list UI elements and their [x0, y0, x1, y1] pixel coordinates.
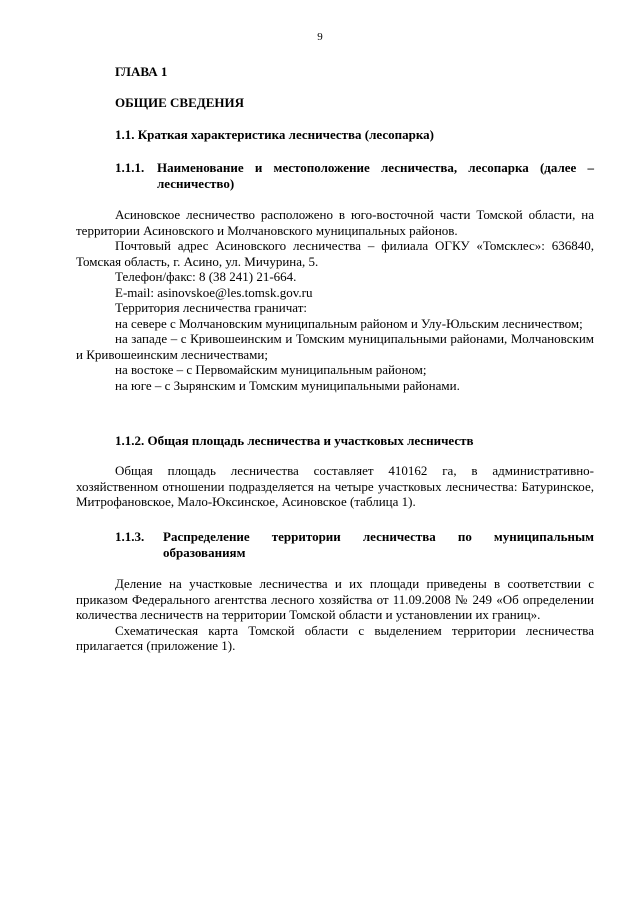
heading-1-1-3-text: Распределение территории лесничества по муниципальным образованиям	[163, 529, 594, 560]
body-block-1	[76, 207, 594, 393]
heading-1-1: 1.1. Краткая характеристика лесничества (лесопарка)	[115, 127, 434, 142]
heading-1-1-3	[115, 529, 594, 560]
border-west: на западе – с Кривошеинским и Томским муниципальными районами, Молчановским и Кривошеинским лесничествами;	[76, 331, 594, 362]
paragraph-map: Схематическая карта Томской области с выделением территории лесничества прилагается (приложение 1).	[76, 622, 594, 653]
paragraph-phone: Телефон/факс: 8 (38 241) 21-664.	[115, 269, 297, 284]
page-number: 9	[317, 31, 323, 43]
heading-1-1-1-text: Наименование и местоположение лесничества, лесопарка (далее – лесничество)	[157, 160, 594, 191]
heading-1-1-3-number: 1.1.3.	[115, 529, 145, 544]
chapter-heading: ГЛАВА 1	[115, 64, 168, 79]
paragraph-order: Деление на участковые лесничества и их площади приведены в соответствии с приказом Федерального агентства лесного хозяйства от 11.09.2008 № 249 «Об определении количества лесничеств на территории Томской области и установлении их границ».	[76, 576, 594, 622]
border-south: на юге – с Зырянским и Томским муниципальными районами.	[115, 377, 460, 393]
body-block-3	[76, 576, 594, 654]
paragraph-area: Общая площадь лесничества составляет 410162 га, в административно-хозяйственном отношении подразделяется на четыре участковых лесничества: Батуринское, Митрофановское, Мало-Юксинское, Асиновское (таблица 1).	[76, 463, 594, 509]
paragraph-location: Асиновское лесничество расположено в юго-восточной части Томской области, на территории Асиновского и Молчановского муниципальных районов.	[76, 207, 594, 238]
paragraph-borders-intro: Территория лесничества граничат:	[115, 300, 307, 315]
section-title: ОБЩИЕ СВЕДЕНИЯ	[115, 95, 244, 110]
border-north: на севере с Молчановским муниципальным районом и Улу-Юльским лесничеством;	[115, 315, 583, 331]
heading-1-1-1-number: 1.1.1.	[115, 160, 145, 175]
heading-1-1-1	[115, 160, 594, 191]
paragraph-email: E-mail: asinovskoe@les.tomsk.gov.ru	[115, 284, 313, 300]
paragraph-address: Почтовый адрес Асиновского лесничества – филиала ОГКУ «Томсклес»: 636840, Томская область, г. Асино, ул. Мичурина, 5.	[76, 238, 594, 269]
body-block-2	[76, 463, 594, 510]
border-east: на востоке – с Первомайским муниципальным районом;	[115, 362, 427, 377]
heading-1-1-2: 1.1.2. Общая площадь лесничества и участковых лесничеств	[115, 433, 474, 448]
